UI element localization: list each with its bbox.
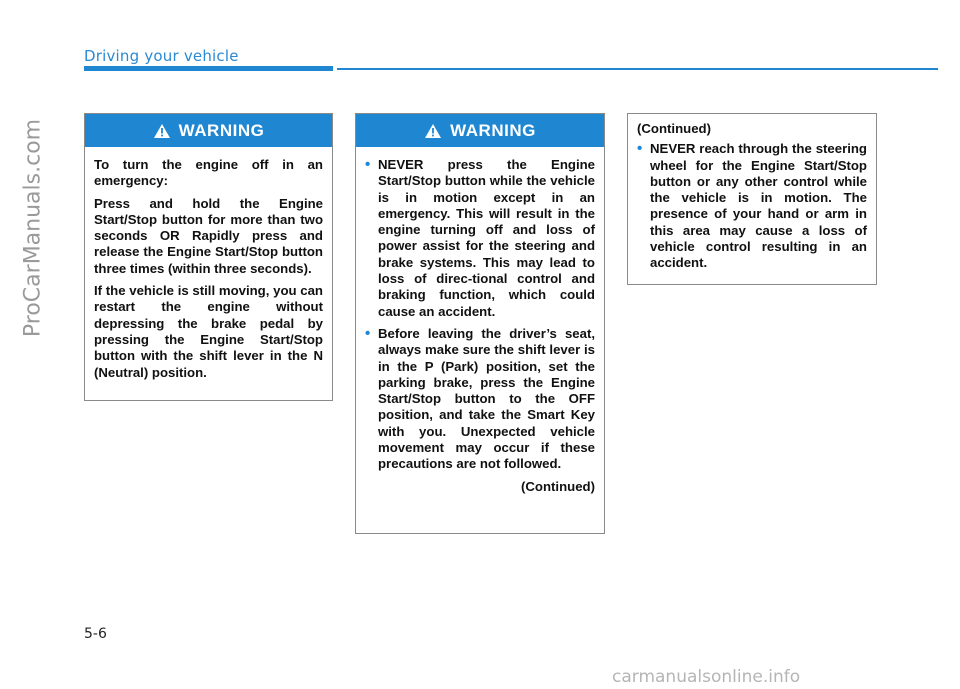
warning-box-continued bbox=[627, 113, 877, 285]
warning-bullet: • Before leaving the driver’s seat, always make sure the shift lever is in the P (Park) position, set the parking brake, press the Engine Start/Stop button to the OFF position, and take the Smart Key with you. Unexpected vehicle movement may occur if these precautions are not followed. bbox=[365, 326, 595, 473]
warning-paragraph: To turn the engine off in an emergency: bbox=[94, 157, 323, 189]
warning-triangle-icon bbox=[424, 123, 442, 139]
footer-watermark: carmanualsonline.info bbox=[612, 667, 801, 687]
warning-bullet-list bbox=[637, 141, 867, 271]
warning-bullet: • NEVER reach through the steering wheel for the Engine Start/Stop button or any other control while the vehicle is in motion. The presence of your hand or arm in this area may cause a loss of vehicle control resulting in an accident. bbox=[637, 141, 867, 271]
side-watermark-text: ProCarManuals.com bbox=[20, 118, 46, 338]
continued-label: (Continued) bbox=[637, 121, 711, 136]
warning-triangle-icon bbox=[153, 123, 171, 139]
warning-title: WARNING bbox=[450, 120, 536, 140]
warning-body bbox=[85, 147, 332, 395]
warning-box-start-stop bbox=[355, 113, 605, 534]
warning-bullet-list bbox=[365, 157, 595, 473]
warning-box-emergency-shutoff bbox=[84, 113, 333, 401]
header-rule-thick bbox=[84, 66, 333, 71]
warning-header bbox=[356, 114, 604, 147]
header-rule-thin bbox=[337, 68, 938, 70]
warning-paragraph: If the vehicle is still moving, you can restart the engine without depressing the brake pedal by pressing the Engine Start/Stop button with the shift lever in the N (Neutral) position. bbox=[94, 283, 323, 380]
warning-header bbox=[85, 114, 332, 147]
warning-body bbox=[628, 114, 876, 286]
warning-body bbox=[356, 147, 604, 503]
section-title: Driving your vehicle bbox=[84, 47, 239, 65]
continued-label: (Continued) bbox=[521, 478, 595, 494]
warning-title: WARNING bbox=[178, 120, 265, 140]
page-number: 5-6 bbox=[84, 626, 107, 642]
warning-paragraph: Press and hold the Engine Start/Stop button for more than two seconds OR Rapidly press and release the Engine Start/Stop button three times (within three seconds). bbox=[94, 195, 323, 276]
warning-bullet: • NEVER press the Engine Start/Stop button while the vehicle is in motion except in an emergency. This will result in the engine turning off and loss of power assist for the steering and brake systems. This may lead to loss of direc-tional control and braking function, which could cause an accident. bbox=[365, 157, 595, 320]
